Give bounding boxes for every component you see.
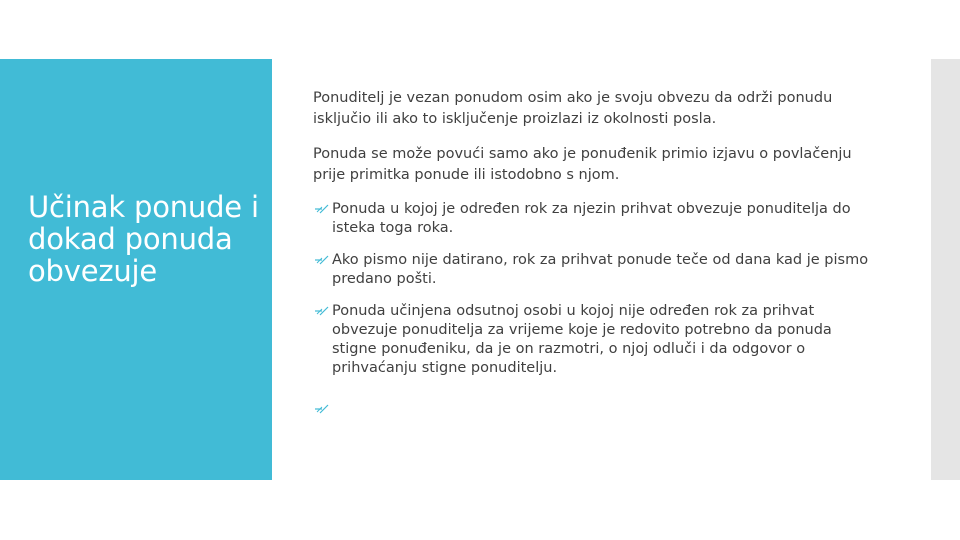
bullet-item — [313, 400, 873, 419]
content-area — [313, 88, 873, 432]
side-strip — [931, 59, 960, 480]
paragraph: Ponuditelj je vezan ponudom osim ako je svoju obvezu da održi ponudu isključio ili ako to isključenje proizlazi iz okolnosti posla. — [313, 90, 833, 127]
bullet-marker-icon — [313, 401, 331, 417]
bullet-text: Ponuda u kojoj je određen rok za njezin prihvat obvezuje ponuditelja do isteka toga roka. — [332, 201, 851, 236]
bullet-marker-icon — [313, 252, 331, 268]
bullet-item — [313, 200, 873, 238]
bullet-marker-icon — [313, 303, 331, 319]
bullet-item — [313, 251, 873, 289]
bullet-marker-icon — [313, 201, 331, 217]
paragraph: Ponuda se može povući samo ako je ponuđenik primio izjavu o povlačenju prije primitka ponude ili istodobno s njom. — [313, 146, 852, 183]
slide-title: Učinak ponude i dokad ponuda obvezuje — [28, 190, 259, 288]
bullet-text: Ako pismo nije datirano, rok za prihvat ponude teče od dana kad je pismo predano pošti. — [332, 252, 869, 287]
bullet-list — [313, 200, 873, 419]
bullet-item — [313, 302, 873, 378]
bullet-text: Ponuda učinjena odsutnoj osobi u kojoj nije određen rok za prihvat obvezuje ponuditelja za vrijeme koje je redovito potrebno da ponuda stigne ponuđeniku, da je on razmotri, o njoj odluči i da odgovor o prihvaćanju stigne ponuditelju. — [332, 303, 832, 376]
